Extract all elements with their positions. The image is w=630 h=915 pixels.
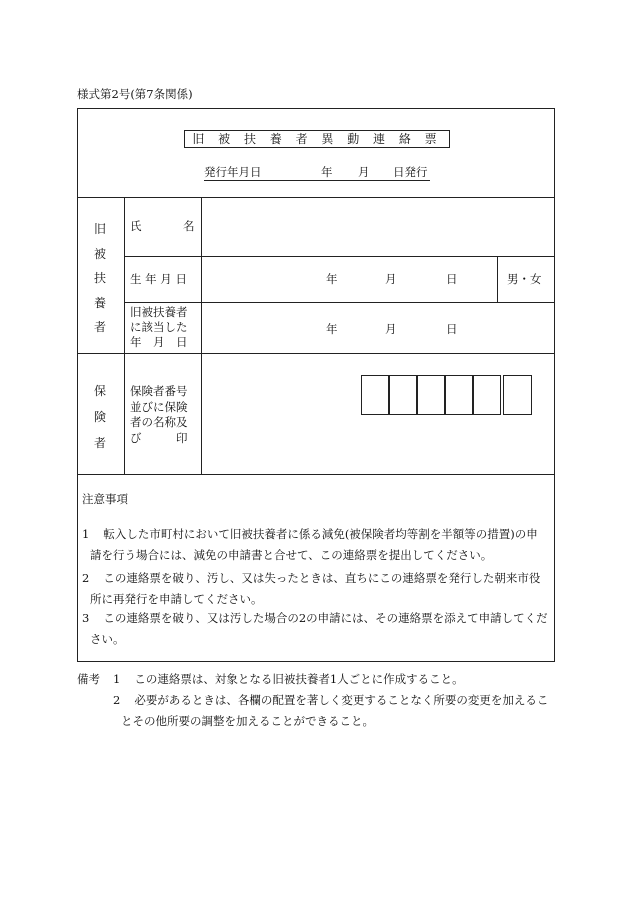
insurer-number-digit-5[interactable] [473, 375, 501, 415]
name-field[interactable] [202, 198, 554, 255]
applicable-day: 日 [446, 322, 458, 336]
name-label-2: 名 [183, 219, 195, 233]
birthdate-label: 生 年 月 日 [130, 272, 187, 286]
issue-day: 日発行 [393, 165, 428, 179]
former-dependent-vertical-label: 旧 被 扶 養 者 [93, 222, 106, 334]
note-item-2: 2 この連絡票を破り、汚し、又は失ったときは、直ちにこの連絡票を発行した朝来市役 所に再発行を申請してください。 [82, 571, 541, 606]
issue-date-label: 発行年月日 [204, 165, 262, 179]
divider-gender-col [497, 256, 498, 302]
applicable-month: 月 [385, 322, 397, 336]
form-number: 様式第2号(第7条関係) [77, 87, 193, 101]
birth-day: 日 [446, 272, 458, 286]
insurer-number-digit-3[interactable] [417, 375, 445, 415]
note-item-3: 3 この連絡票を破り、又は汚した場合の2の申請には、その連絡票を添えて申請してくだ さい。 [82, 611, 548, 646]
divider-insurer [77, 474, 555, 475]
insurer-label: 保険者番号 並びに保険 者の名称及 び 印 [130, 384, 188, 445]
birth-year: 年 [326, 272, 338, 286]
form-title: 旧 被 扶 養 者 異 動 連 絡 票 [184, 130, 450, 148]
birth-month: 月 [385, 272, 397, 286]
insurer-vertical-label: 保 険 者 [93, 384, 106, 450]
insurer-number-digit-2[interactable] [389, 375, 417, 415]
issue-year: 年 [321, 165, 333, 179]
name-label-1: 氏 [130, 219, 142, 233]
applicable-date-label: 旧被扶養者 に該当した 年 月 日 [130, 305, 188, 349]
insurer-number-digit-6[interactable] [503, 375, 532, 415]
insurer-number-digit-1[interactable] [361, 375, 389, 415]
insurer-number-digit-4[interactable] [445, 375, 473, 415]
note-item-1: 1 転入した市町村において旧被扶養者に係る減免(被保険者均等割を半額等の措置)の申 請を行う場合には、減免の申請書と合せて、この連絡票を提出してください。 [82, 527, 538, 562]
notes-heading: 注意事項 [82, 492, 128, 506]
applicable-year: 年 [326, 322, 338, 336]
remark-item-1: 1 この連絡票は、対象となる旧被扶養者1人ごとに作成すること。 [113, 672, 464, 686]
divider-dependent [77, 353, 555, 354]
issue-month: 月 [358, 165, 370, 179]
gender-choice[interactable]: 男・女 [507, 272, 542, 286]
remarks-label: 備考 [77, 672, 100, 686]
divider-label-col [124, 197, 125, 474]
remark-item-2-continued: とその他所要の調整を加えることができること。 [121, 714, 374, 728]
remark-item-2: 2 必要があるときは、各欄の配置を著しく変更することなく所要の変更を加えるこ [113, 693, 549, 707]
divider-name [124, 256, 555, 257]
issue-date-line [204, 164, 430, 181]
divider-birthdate [124, 302, 555, 303]
